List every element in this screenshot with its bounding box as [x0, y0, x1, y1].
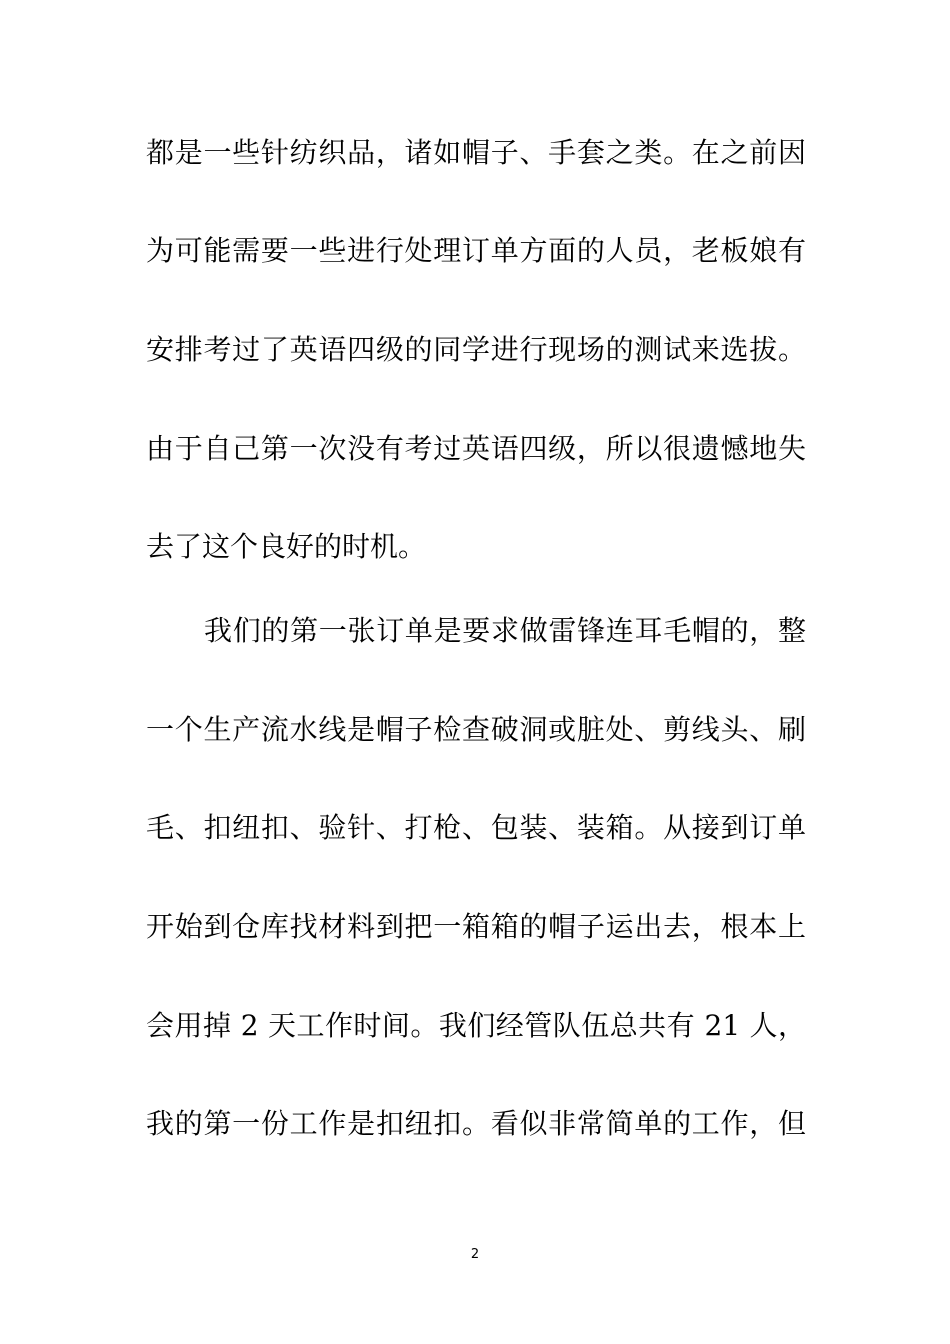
paragraph-line: 安排考过了英语四级的同学进行现场的测试来选拔。 [146, 333, 806, 366]
paragraph-line: 开始到仓库找材料到把一箱箱的帽子运出去，根本上 [146, 910, 806, 943]
paragraph-first-line: 我们的第一张订单是要求做雷锋连耳毛帽的，整 [204, 614, 806, 647]
page-number: 2 [470, 1247, 480, 1262]
paragraph-line: 我的第一份工作是扣纽扣。看似非常简单的工作，但 [146, 1107, 806, 1140]
paragraph-line: 去了这个良好的时机。 [146, 530, 427, 563]
paragraph-line: 由于自己第一次没有考过英语四级，所以很遗憾地失 [146, 432, 806, 465]
paragraph-line: 一个生产流水线是帽子检查破洞或脏处、剪线头、刷 [146, 713, 806, 746]
paragraph-line: 为可能需要一些进行处理订单方面的人员，老板娘有 [146, 234, 806, 267]
paragraph-line: 都是一些针纺织品，诸如帽子、手套之类。在之前因 [146, 136, 806, 169]
paragraph-line: 会用掉 2 天工作时间。我们经管队伍总共有 21 人， [146, 1009, 806, 1042]
paragraph-line: 毛、扣纽扣、验针、打枪、包装、装箱。从接到订单 [146, 811, 806, 844]
